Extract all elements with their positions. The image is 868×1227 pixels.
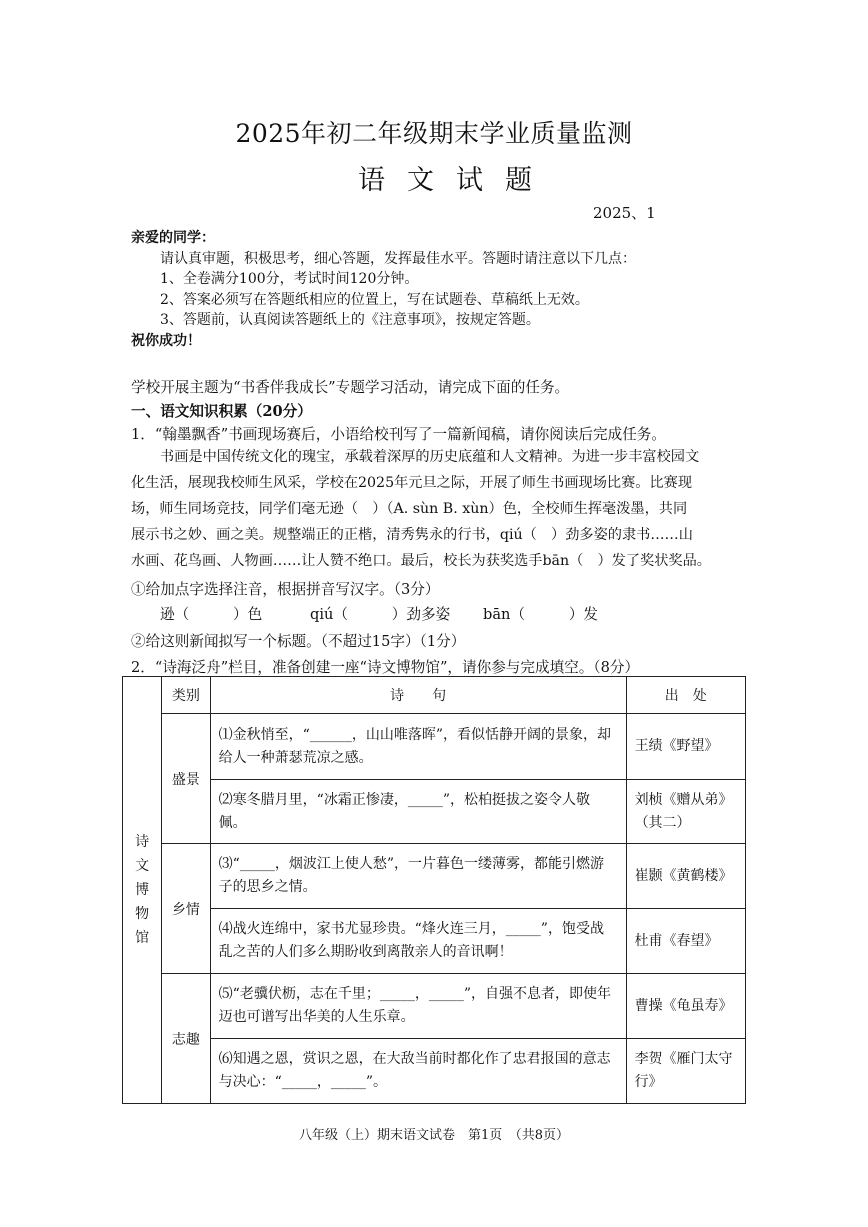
- notice-line: 1、全卷满分100分，考试时间120分钟。: [160, 271, 419, 287]
- notice-line: 2、答案必须写在答题纸相应的位置上，写在试题卷、草稿纸上无效。: [160, 292, 589, 308]
- passage-line: 水画、花鸟画、人物画……让人赞不绝口。最后，校长为获奖选手bān（ ）发了奖状奖品。: [131, 553, 711, 569]
- source-cell: 杜甫《春望》: [626, 909, 745, 974]
- closing: 祝你成功！: [131, 333, 201, 349]
- passage-line: 场，师生同场竞技，同学们毫无逊（ ）（A. sùn B. xùn）色，全校师生挥毫泼墨，共同: [131, 501, 688, 517]
- fill-blank: 逊（ ）色: [160, 606, 263, 623]
- fill-blank: qiú（ ）劲多姿: [310, 606, 451, 623]
- verse-cell: ⑵寒冬腊月里，“冰霜正惨凄，_____”，松柏挺拔之姿令人敬佩。: [210, 780, 626, 844]
- source-cell: 崔颢《黄鹤楼》: [626, 844, 745, 909]
- notice-line: 请认真审题，积极思考，细心答题，发挥最佳水平。答题时请注意以下几点：: [160, 251, 636, 267]
- source-cell: 王绩《野望》: [626, 714, 745, 780]
- section-heading: 一、语文知识积累（20分）: [131, 403, 312, 420]
- source-cell: 李贺《雁门太守行》: [626, 1039, 745, 1104]
- question-1-prompt: 1．“翰墨飘香”书画现场赛后，小语给校刊写了一篇新闻稿，请你阅读后完成任务。: [131, 426, 666, 443]
- category-cell: 乡情: [162, 844, 210, 974]
- subquestion-1: ①给加点字选择注音，根据拼音写汉字。（3分）: [131, 581, 440, 598]
- source-cell: 曹操《龟虽寿》: [626, 974, 745, 1039]
- page-footer: 八年级（上）期末语文试卷 第1页 （共8页）: [298, 1128, 570, 1143]
- verse-cell: ⑶“_____，烟波江上使人愁”，一片暮色一缕薄雾，都能引燃游子的思乡之情。: [210, 844, 626, 909]
- exam-subtitle: 语文试题: [358, 165, 554, 196]
- greeting: 亲爱的同学：: [131, 230, 215, 246]
- header-verse: 诗 句: [210, 677, 626, 714]
- header-source: 出 处: [626, 677, 745, 714]
- passage-line: 书画是中国传统文化的瑰宝，承载着深厚的历史底蕴和人文精神。为进一步丰富校园文: [160, 449, 700, 465]
- source-cell: 刘桢《赠从弟》（其二）: [626, 780, 745, 844]
- verse-cell: ⑸“老骥伏枥，志在千里；_____，_____”，自强不息者，即使年迈也可谱写出华美的人生乐章。: [210, 974, 626, 1039]
- intro-text: 学校开展主题为“书香伴我成长”专题学习活动，请完成下面的任务。: [131, 379, 570, 396]
- notice-line: 3、答题前，认真阅读答题纸上的《注意事项》，按规定答题。: [160, 312, 540, 328]
- fill-blank: bān（ ）发: [483, 606, 599, 623]
- passage-line: 展示书之妙、画之美。规整端正的正楷，清秀隽永的行书，qiú（ ）劲多姿的隶书……山: [131, 527, 693, 543]
- question-2-prompt: 2．“诗海泛舟”栏目，准备创建一座“诗文博物馆”，请你参与完成填空。（8分）: [131, 659, 640, 676]
- verse-cell: ⑹知遇之恩，赏识之恩，在大敌当前时都化作了忠君报国的意志与决心：“_____，_____”。: [210, 1039, 626, 1104]
- category-cell: 盛景: [162, 714, 210, 844]
- category-cell: 志趣: [162, 974, 210, 1104]
- verse-cell: ⑴金秋悄至，“______，山山唯落晖”，看似恬静开阔的景象，却给人一种萧瑟荒凉之感。: [210, 714, 626, 780]
- poetry-museum-table: [122, 676, 746, 1104]
- side-label: 诗 文 博 物 馆: [123, 677, 162, 1104]
- exam-title: 2025年初二年级期末学业质量监测: [235, 119, 633, 148]
- header-category: 类别: [162, 677, 210, 714]
- passage-line: 化生活，展现我校师生风采，学校在2025年元旦之际，开展了师生书画现场比赛。比赛现: [131, 475, 693, 491]
- subquestion-2: ②给这则新闻拟写一个标题。（不超过15字）（1分）: [131, 633, 466, 650]
- verse-cell: ⑷战火连绵中，家书尤显珍贵。“烽火连三月，_____”，饱受战乱之苦的人们多么期盼收到离散亲人的音讯啊！: [210, 909, 626, 974]
- exam-date: 2025、1: [593, 204, 656, 222]
